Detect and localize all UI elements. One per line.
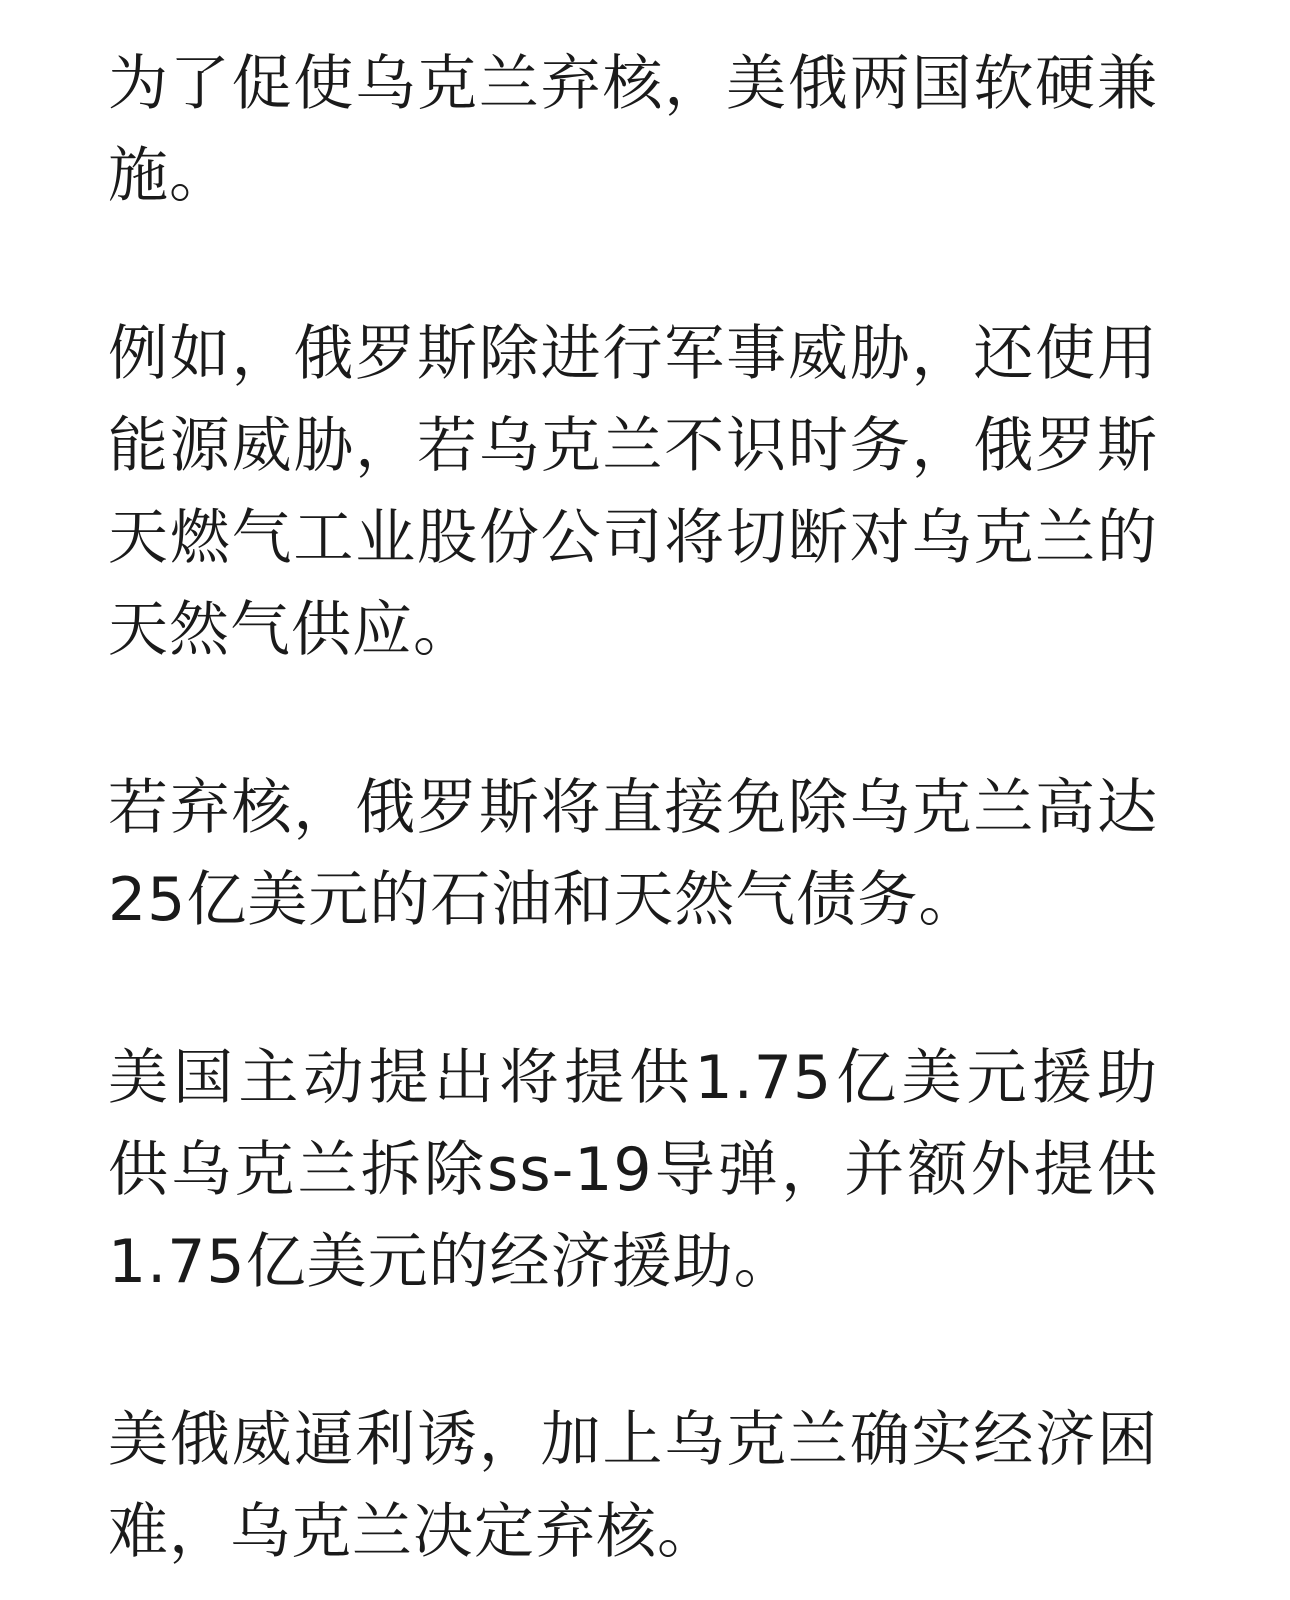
article-body — [108, 38, 1158, 1578]
paragraph-2: 例如，俄罗斯除进行军事威胁，还使用能源威胁，若乌克兰不识时务，俄罗斯天燃气工业股份公司将切断对乌克兰的天然气供应。 — [108, 319, 1158, 665]
paragraph-3: 若弃核，俄罗斯将直接免除乌克兰高达25亿美元的石油和天然气债务。 — [108, 773, 1158, 935]
paragraph-1: 为了促使乌克兰弃核，美俄两国软硬兼施。 — [108, 49, 1158, 211]
paragraph-4: 美国主动提出将提供1.75亿美元援助供乌克兰拆除ss-19导弹，并额外提供1.75亿美元的经济援助。 — [108, 1043, 1158, 1297]
paragraph-5: 美俄威逼利诱，加上乌克兰确实经济困难，乌克兰决定弃核。 — [108, 1405, 1158, 1567]
